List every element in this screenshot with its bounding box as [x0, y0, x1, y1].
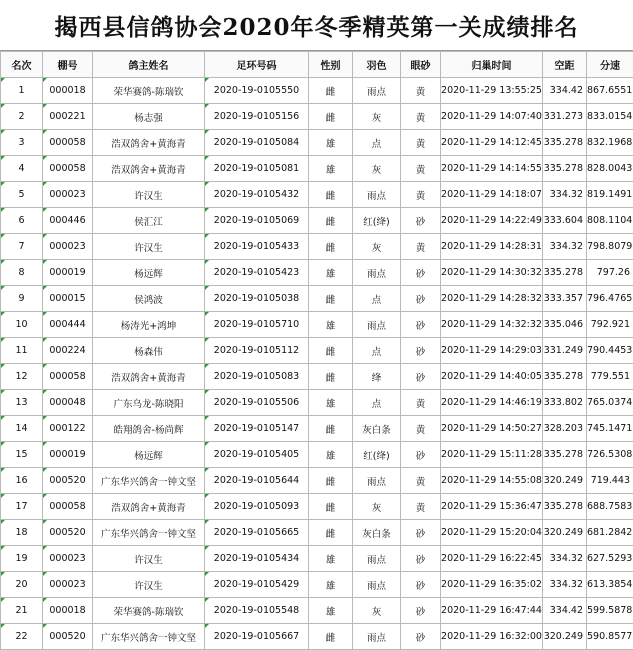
ring-number-cell: 2020-19-0105112 — [205, 338, 309, 364]
sex-cell: 雌 — [309, 78, 353, 104]
distance-cell: 331.273 — [543, 104, 587, 130]
eye-sign-cell: 砂 — [401, 208, 441, 234]
rank-cell: 2 — [1, 104, 43, 130]
table-row — [1, 624, 633, 650]
column-header-rank: 名次 — [1, 52, 43, 78]
sex-cell: 雄 — [309, 390, 353, 416]
loft-number-cell: 000018 — [43, 78, 93, 104]
distance-cell: 335.278 — [543, 130, 587, 156]
owner-name-cell: 侯汇江 — [93, 208, 205, 234]
owner-name-cell: 许汉生 — [93, 572, 205, 598]
results-table — [0, 51, 633, 650]
owner-name-cell: 浩双鸽舍+黄海青 — [93, 130, 205, 156]
column-header-feather-color: 羽色 — [353, 52, 401, 78]
eye-sign-cell: 砂 — [401, 624, 441, 650]
loft-number-cell: 000023 — [43, 572, 93, 598]
eye-sign-cell: 砂 — [401, 572, 441, 598]
table-row — [1, 546, 633, 572]
eye-sign-cell: 黄 — [401, 104, 441, 130]
eye-sign-cell: 黄 — [401, 78, 441, 104]
rank-cell: 7 — [1, 234, 43, 260]
loft-number-cell: 000019 — [43, 260, 93, 286]
loft-number-cell: 000023 — [43, 546, 93, 572]
owner-name-cell: 杨涛光+鸿坤 — [93, 312, 205, 338]
sex-cell: 雌 — [309, 104, 353, 130]
speed-cell: 765.0374 — [587, 390, 633, 416]
header-row — [1, 52, 633, 78]
distance-cell: 335.278 — [543, 156, 587, 182]
ring-number-cell: 2020-19-0105423 — [205, 260, 309, 286]
rank-cell: 22 — [1, 624, 43, 650]
rank-cell: 5 — [1, 182, 43, 208]
feather-color-cell: 点 — [353, 130, 401, 156]
speed-cell: 627.5293 — [587, 546, 633, 572]
distance-cell: 334.32 — [543, 182, 587, 208]
speed-cell: 828.0043 — [587, 156, 633, 182]
sex-cell: 雄 — [309, 260, 353, 286]
sex-cell: 雌 — [309, 208, 353, 234]
table-row — [1, 572, 633, 598]
ring-number-cell: 2020-19-0105506 — [205, 390, 309, 416]
distance-cell: 333.357 — [543, 286, 587, 312]
rank-cell: 16 — [1, 468, 43, 494]
speed-cell: 790.4453 — [587, 338, 633, 364]
sex-cell: 雄 — [309, 442, 353, 468]
ring-number-cell: 2020-19-0105147 — [205, 416, 309, 442]
sex-cell: 雌 — [309, 416, 353, 442]
distance-cell: 328.203 — [543, 416, 587, 442]
sex-cell: 雌 — [309, 286, 353, 312]
table-row — [1, 442, 633, 468]
results-table-body — [1, 78, 633, 650]
distance-cell: 335.278 — [543, 494, 587, 520]
loft-number-cell: 000520 — [43, 520, 93, 546]
eye-sign-cell: 黄 — [401, 390, 441, 416]
column-header-return-time: 归巢时间 — [441, 52, 543, 78]
speed-cell: 792.921 — [587, 312, 633, 338]
owner-name-cell: 许汉生 — [93, 182, 205, 208]
feather-color-cell: 雨点 — [353, 572, 401, 598]
owner-name-cell: 杨志强 — [93, 104, 205, 130]
eye-sign-cell: 砂 — [401, 364, 441, 390]
speed-cell: 590.8577 — [587, 624, 633, 650]
feather-color-cell: 灰 — [353, 234, 401, 260]
rank-cell: 20 — [1, 572, 43, 598]
loft-number-cell: 000023 — [43, 182, 93, 208]
eye-sign-cell: 黄 — [401, 234, 441, 260]
distance-cell: 334.32 — [543, 546, 587, 572]
feather-color-cell: 点 — [353, 286, 401, 312]
column-header-eye-sign: 眼砂 — [401, 52, 441, 78]
ring-number-cell: 2020-19-0105083 — [205, 364, 309, 390]
owner-name-cell: 广东华兴鸽舍一钟文坚 — [93, 520, 205, 546]
table-row — [1, 468, 633, 494]
sex-cell: 雌 — [309, 494, 353, 520]
sex-cell: 雄 — [309, 130, 353, 156]
loft-number-cell: 000048 — [43, 390, 93, 416]
return-time-cell: 2020-11-29 16:32:00 — [441, 624, 543, 650]
table-row — [1, 338, 633, 364]
loft-number-cell: 000058 — [43, 364, 93, 390]
ring-number-cell: 2020-19-0105434 — [205, 546, 309, 572]
speed-cell: 819.1491 — [587, 182, 633, 208]
rank-cell: 18 — [1, 520, 43, 546]
table-row — [1, 364, 633, 390]
loft-number-cell: 000058 — [43, 494, 93, 520]
owner-name-cell: 许汉生 — [93, 546, 205, 572]
return-time-cell: 2020-11-29 14:32:32 — [441, 312, 543, 338]
sex-cell: 雌 — [309, 624, 353, 650]
return-time-cell: 2020-11-29 13:55:25 — [441, 78, 543, 104]
loft-number-cell: 000019 — [43, 442, 93, 468]
eye-sign-cell: 黄 — [401, 494, 441, 520]
distance-cell: 334.42 — [543, 598, 587, 624]
rank-cell: 3 — [1, 130, 43, 156]
loft-number-cell: 000446 — [43, 208, 93, 234]
return-time-cell: 2020-11-29 14:30:32 — [441, 260, 543, 286]
distance-cell: 320.249 — [543, 624, 587, 650]
distance-cell: 334.32 — [543, 234, 587, 260]
eye-sign-cell: 黄 — [401, 130, 441, 156]
feather-color-cell: 点 — [353, 390, 401, 416]
feather-color-cell: 雨点 — [353, 468, 401, 494]
sex-cell: 雄 — [309, 312, 353, 338]
speed-cell: 613.3854 — [587, 572, 633, 598]
feather-color-cell: 雨点 — [353, 624, 401, 650]
return-time-cell: 2020-11-29 16:47:44 — [441, 598, 543, 624]
return-time-cell: 2020-11-29 15:20:04 — [441, 520, 543, 546]
owner-name-cell: 广东华兴鸽舍一钟文坚 — [93, 624, 205, 650]
feather-color-cell: 点 — [353, 338, 401, 364]
loft-number-cell: 000058 — [43, 130, 93, 156]
rank-cell: 8 — [1, 260, 43, 286]
ring-number-cell: 2020-19-0105710 — [205, 312, 309, 338]
ring-number-cell: 2020-19-0105156 — [205, 104, 309, 130]
table-row — [1, 598, 633, 624]
return-time-cell: 2020-11-29 14:14:55 — [441, 156, 543, 182]
eye-sign-cell: 砂 — [401, 338, 441, 364]
eye-sign-cell: 黄 — [401, 468, 441, 494]
owner-name-cell: 杨远辉 — [93, 442, 205, 468]
sex-cell: 雌 — [309, 234, 353, 260]
distance-cell: 335.278 — [543, 442, 587, 468]
distance-cell: 335.278 — [543, 260, 587, 286]
ring-number-cell: 2020-19-0105038 — [205, 286, 309, 312]
rank-cell: 17 — [1, 494, 43, 520]
owner-name-cell: 浩双鸽舍+黄海青 — [93, 364, 205, 390]
sex-cell: 雌 — [309, 182, 353, 208]
rank-cell: 9 — [1, 286, 43, 312]
column-header-owner-name: 鸽主姓名 — [93, 52, 205, 78]
owner-name-cell: 杨森伟 — [93, 338, 205, 364]
rank-cell: 6 — [1, 208, 43, 234]
distance-cell: 334.32 — [543, 572, 587, 598]
feather-color-cell: 雨点 — [353, 78, 401, 104]
sex-cell: 雌 — [309, 468, 353, 494]
eye-sign-cell: 黄 — [401, 416, 441, 442]
table-row — [1, 182, 633, 208]
speed-cell: 726.5308 — [587, 442, 633, 468]
rank-cell: 15 — [1, 442, 43, 468]
return-time-cell: 2020-11-29 15:36:47 — [441, 494, 543, 520]
speed-cell: 779.551 — [587, 364, 633, 390]
sex-cell: 雄 — [309, 156, 353, 182]
loft-number-cell: 000015 — [43, 286, 93, 312]
rank-cell: 10 — [1, 312, 43, 338]
return-time-cell: 2020-11-29 14:22:49 — [441, 208, 543, 234]
feather-color-cell: 灰白条 — [353, 520, 401, 546]
loft-number-cell: 000018 — [43, 598, 93, 624]
ring-number-cell: 2020-19-0105093 — [205, 494, 309, 520]
return-time-cell: 2020-11-29 14:12:45 — [441, 130, 543, 156]
distance-cell: 334.42 — [543, 78, 587, 104]
ring-number-cell: 2020-19-0105429 — [205, 572, 309, 598]
ring-number-cell: 2020-19-0105405 — [205, 442, 309, 468]
speed-cell: 798.8079 — [587, 234, 633, 260]
ring-number-cell: 2020-19-0105644 — [205, 468, 309, 494]
rank-cell: 4 — [1, 156, 43, 182]
distance-cell: 320.249 — [543, 520, 587, 546]
table-row — [1, 520, 633, 546]
owner-name-cell: 荣华赛鸽-陈瑞钦 — [93, 78, 205, 104]
return-time-cell: 2020-11-29 14:28:32 — [441, 286, 543, 312]
eye-sign-cell: 砂 — [401, 520, 441, 546]
owner-name-cell: 广东乌龙-陈晓阳 — [93, 390, 205, 416]
speed-cell: 797.26 — [587, 260, 633, 286]
sex-cell: 雌 — [309, 338, 353, 364]
rank-cell: 1 — [1, 78, 43, 104]
eye-sign-cell: 砂 — [401, 546, 441, 572]
eye-sign-cell: 砂 — [401, 286, 441, 312]
owner-name-cell: 荣华赛鸽-陈瑞钦 — [93, 598, 205, 624]
loft-number-cell: 000058 — [43, 156, 93, 182]
feather-color-cell: 灰 — [353, 598, 401, 624]
feather-color-cell: 灰 — [353, 494, 401, 520]
eye-sign-cell: 黄 — [401, 182, 441, 208]
eye-sign-cell: 砂 — [401, 442, 441, 468]
table-row — [1, 286, 633, 312]
distance-cell: 333.604 — [543, 208, 587, 234]
feather-color-cell: 灰 — [353, 156, 401, 182]
return-time-cell: 2020-11-29 16:22:45 — [441, 546, 543, 572]
table-row — [1, 78, 633, 104]
feather-color-cell: 红(绛) — [353, 442, 401, 468]
table-row — [1, 130, 633, 156]
speed-cell: 719.443 — [587, 468, 633, 494]
table-row — [1, 416, 633, 442]
table-row — [1, 260, 633, 286]
rank-cell: 19 — [1, 546, 43, 572]
return-time-cell: 2020-11-29 16:35:02 — [441, 572, 543, 598]
column-header-loft-number: 棚号 — [43, 52, 93, 78]
sex-cell: 雌 — [309, 364, 353, 390]
sex-cell: 雄 — [309, 546, 353, 572]
ring-number-cell: 2020-19-0105432 — [205, 182, 309, 208]
return-time-cell: 2020-11-29 14:55:08 — [441, 468, 543, 494]
loft-number-cell: 000221 — [43, 104, 93, 130]
column-header-sex: 性别 — [309, 52, 353, 78]
distance-cell: 333.802 — [543, 390, 587, 416]
page-title: 揭西县信鸽协会2020年冬季精英第一关成绩排名 — [54, 9, 578, 42]
return-time-cell: 2020-11-29 14:07:40 — [441, 104, 543, 130]
loft-number-cell: 000444 — [43, 312, 93, 338]
sex-cell: 雌 — [309, 520, 353, 546]
ring-number-cell: 2020-19-0105081 — [205, 156, 309, 182]
feather-color-cell: 雨点 — [353, 260, 401, 286]
owner-name-cell: 侯鸿波 — [93, 286, 205, 312]
feather-color-cell: 灰白条 — [353, 416, 401, 442]
distance-cell: 335.046 — [543, 312, 587, 338]
speed-cell: 681.2842 — [587, 520, 633, 546]
distance-cell: 320.249 — [543, 468, 587, 494]
rank-cell: 13 — [1, 390, 43, 416]
table-row — [1, 234, 633, 260]
speed-cell: 833.0154 — [587, 104, 633, 130]
speed-cell: 832.1968 — [587, 130, 633, 156]
rank-cell: 14 — [1, 416, 43, 442]
loft-number-cell: 000520 — [43, 624, 93, 650]
return-time-cell: 2020-11-29 14:40:05 — [441, 364, 543, 390]
speed-cell: 599.5878 — [587, 598, 633, 624]
table-row — [1, 312, 633, 338]
sex-cell: 雄 — [309, 598, 353, 624]
return-time-cell: 2020-11-29 14:50:27 — [441, 416, 543, 442]
speed-cell: 688.7583 — [587, 494, 633, 520]
owner-name-cell: 浩双鸽舍+黄海青 — [93, 156, 205, 182]
table-row — [1, 156, 633, 182]
rank-cell: 11 — [1, 338, 43, 364]
ring-number-cell: 2020-19-0105084 — [205, 130, 309, 156]
column-header-speed: 分速 — [587, 52, 633, 78]
ring-number-cell: 2020-19-0105665 — [205, 520, 309, 546]
loft-number-cell: 000023 — [43, 234, 93, 260]
table-row — [1, 494, 633, 520]
sex-cell: 雄 — [309, 572, 353, 598]
owner-name-cell: 皓翔鸽舍-杨尚辉 — [93, 416, 205, 442]
ring-number-cell: 2020-19-0105667 — [205, 624, 309, 650]
table-row — [1, 208, 633, 234]
return-time-cell: 2020-11-29 14:18:07 — [441, 182, 543, 208]
table-row — [1, 390, 633, 416]
owner-name-cell: 杨远辉 — [93, 260, 205, 286]
eye-sign-cell: 砂 — [401, 598, 441, 624]
loft-number-cell: 000520 — [43, 468, 93, 494]
eye-sign-cell: 砂 — [401, 260, 441, 286]
feather-color-cell: 雨点 — [353, 312, 401, 338]
column-header-ring-number: 足环号码 — [205, 52, 309, 78]
speed-cell: 808.1104 — [587, 208, 633, 234]
loft-number-cell: 000224 — [43, 338, 93, 364]
table-row — [1, 104, 633, 130]
column-header-distance: 空距 — [543, 52, 587, 78]
eye-sign-cell: 黄 — [401, 156, 441, 182]
return-time-cell: 2020-11-29 14:29:03 — [441, 338, 543, 364]
title-bar — [0, 0, 633, 51]
speed-cell: 745.1471 — [587, 416, 633, 442]
feather-color-cell: 绛 — [353, 364, 401, 390]
owner-name-cell: 许汉生 — [93, 234, 205, 260]
owner-name-cell: 浩双鸽舍+黄海青 — [93, 494, 205, 520]
speed-cell: 796.4765 — [587, 286, 633, 312]
feather-color-cell: 雨点 — [353, 182, 401, 208]
feather-color-cell: 灰 — [353, 104, 401, 130]
return-time-cell: 2020-11-29 15:11:28 — [441, 442, 543, 468]
rank-cell: 21 — [1, 598, 43, 624]
feather-color-cell: 红(绛) — [353, 208, 401, 234]
ring-number-cell: 2020-19-0105433 — [205, 234, 309, 260]
return-time-cell: 2020-11-29 14:28:31 — [441, 234, 543, 260]
distance-cell: 335.278 — [543, 364, 587, 390]
ring-number-cell: 2020-19-0105548 — [205, 598, 309, 624]
feather-color-cell: 雨点 — [353, 546, 401, 572]
eye-sign-cell: 砂 — [401, 312, 441, 338]
owner-name-cell: 广东华兴鸽舍一钟文坚 — [93, 468, 205, 494]
rank-cell: 12 — [1, 364, 43, 390]
return-time-cell: 2020-11-29 14:46:19 — [441, 390, 543, 416]
ring-number-cell: 2020-19-0105550 — [205, 78, 309, 104]
loft-number-cell: 000122 — [43, 416, 93, 442]
speed-cell: 867.6551 — [587, 78, 633, 104]
distance-cell: 331.249 — [543, 338, 587, 364]
ring-number-cell: 2020-19-0105069 — [205, 208, 309, 234]
